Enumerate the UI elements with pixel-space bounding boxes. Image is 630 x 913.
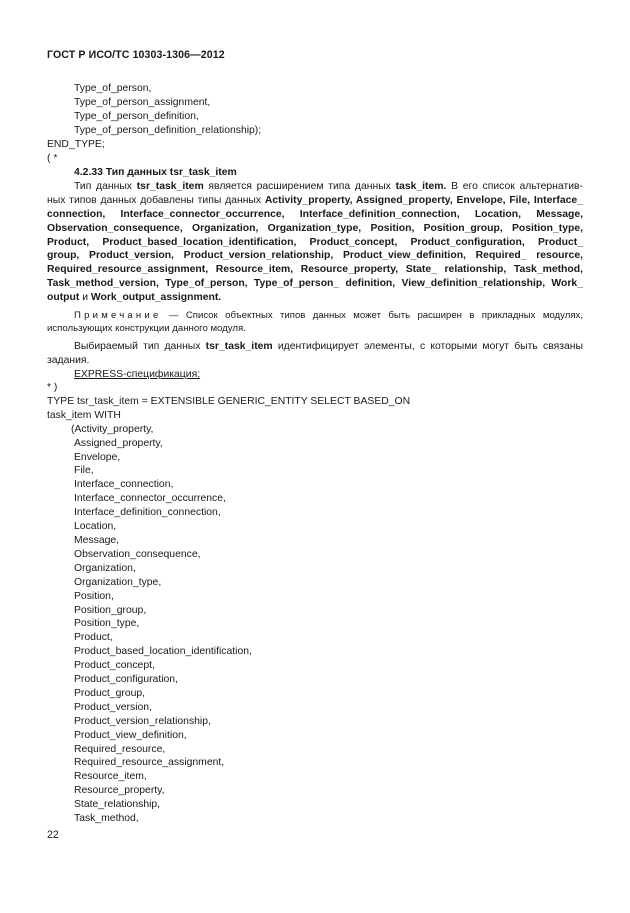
select-list-item: Organization, [74, 562, 136, 574]
note-line [47, 310, 583, 323]
note-block [47, 310, 583, 335]
select-list-item: Position_group, [74, 604, 147, 616]
page-number: 22 [47, 829, 59, 841]
section-title: 4.2.33 Тип данных tsr_task_item [74, 167, 237, 178]
code-line: Type_of_person_definition_relationship); [74, 124, 262, 136]
select-list-item: (Activity_property, [71, 423, 154, 435]
code-line: Type_of_person, [74, 83, 152, 94]
note-line: использующих конструкции данного модуля. [47, 322, 246, 334]
select-list-item: Resource_property, [74, 785, 165, 797]
paragraph-line: Required_resource_assignment, Resource_item, Resource_property, State_ relationship, Task_method, [47, 264, 583, 276]
paragraph-description [47, 180, 583, 305]
with-line: task_item WITH [47, 409, 121, 421]
paragraph-line: Выбираемый тип данных tsr_task_item идентифицирует элементы, с которыми могут быть связаны [74, 341, 583, 352]
select-list-item: Assigned_property, [74, 437, 163, 449]
paragraph-selection [47, 340, 583, 382]
select-list-item: Envelope, [74, 451, 121, 463]
code-line: Type_of_person_definition, [74, 110, 199, 122]
paragraph-line: group, Product_version, Product_version_relationship, Product_view_definition, Required_ resource, [47, 250, 583, 262]
select-list-item: Product_configuration, [74, 674, 178, 686]
select-list [47, 423, 583, 826]
select-list-item: Product_version_relationship, [74, 715, 211, 727]
select-list-item: State_relationship, [74, 799, 161, 811]
paragraph-line: Тип данных tsr_task_item является расширением типа данных task_item. В его список альтернатив- [74, 180, 583, 192]
comment-close-line: * ) [47, 382, 58, 393]
paragraph-line: Product, Product_based_location_identification, Product_concept, Product_configuration, Product_ [47, 236, 583, 248]
select-list-item: Required_resource_assignment, [74, 757, 225, 769]
document-header: ГОСТ Р ИСО/ТС 10303-1306—2012 [47, 49, 225, 61]
paragraph-line: Task_method_version, Type_of_person, Type_of_person_ definition, View_definition_relationship, Work_ [47, 278, 583, 290]
paragraph-line: output и Work_output_assignment. [47, 292, 222, 304]
select-list-item: Product_concept, [74, 660, 155, 672]
note-text: — Список объектных типов данных может быть расширен в прикладных модулях, [168, 310, 583, 321]
code-block-top [47, 82, 583, 165]
select-list-item: Interface_connector_occurrence, [74, 493, 226, 505]
select-list-item: Product_view_definition, [74, 729, 187, 741]
select-list-item: Organization_type, [74, 576, 162, 588]
select-list-item: Location, [74, 521, 117, 533]
comment-open-line: ( * [47, 152, 58, 164]
select-list-item: Product_based_location_identification, [74, 646, 252, 658]
select-list-item: Task_method, [74, 813, 139, 825]
note-label: Примечание [74, 310, 162, 321]
select-list-item: Message, [74, 534, 120, 546]
paragraph-line: connection, Interface_connector_occurrence, Interface_definition_connection, Location, Message, [47, 208, 583, 220]
select-list-item: Product_group, [74, 687, 146, 699]
express-spec-label: EXPRESS-спецификация: [74, 368, 201, 380]
type-declaration-line: TYPE tsr_task_item = EXTENSIBLE GENERIC_ENTITY SELECT BASED_ON [47, 395, 411, 407]
select-list-item: Observation_consequence, [74, 548, 201, 560]
select-list-item: Required_resource, [74, 743, 166, 755]
select-list-item: Position, [74, 590, 114, 602]
end-type-line: END_TYPE; [47, 138, 105, 150]
section-4-2-33 [47, 166, 583, 305]
express-code-block [47, 381, 583, 826]
select-list-item: Product_version, [74, 701, 152, 713]
select-list-item: Interface_definition_connection, [74, 507, 221, 519]
paragraph-line: ных типов данных добавлены типы данных Activity_property, Assigned_property, Envelope, File, Interface_ [47, 194, 583, 206]
paragraph-line: Observation_consequence, Organization, Organization_type, Position, Position_group, Position_type, [47, 222, 583, 234]
code-line: Type_of_person_assignment, [74, 96, 211, 108]
select-list-item: Position_type, [74, 618, 140, 630]
select-list-item: Resource_item, [74, 771, 147, 783]
select-list-item: Product, [74, 632, 113, 644]
paragraph-line: задания. [47, 354, 90, 366]
select-list-item: Interface_connection, [74, 479, 174, 491]
select-list-item: File, [74, 465, 94, 477]
